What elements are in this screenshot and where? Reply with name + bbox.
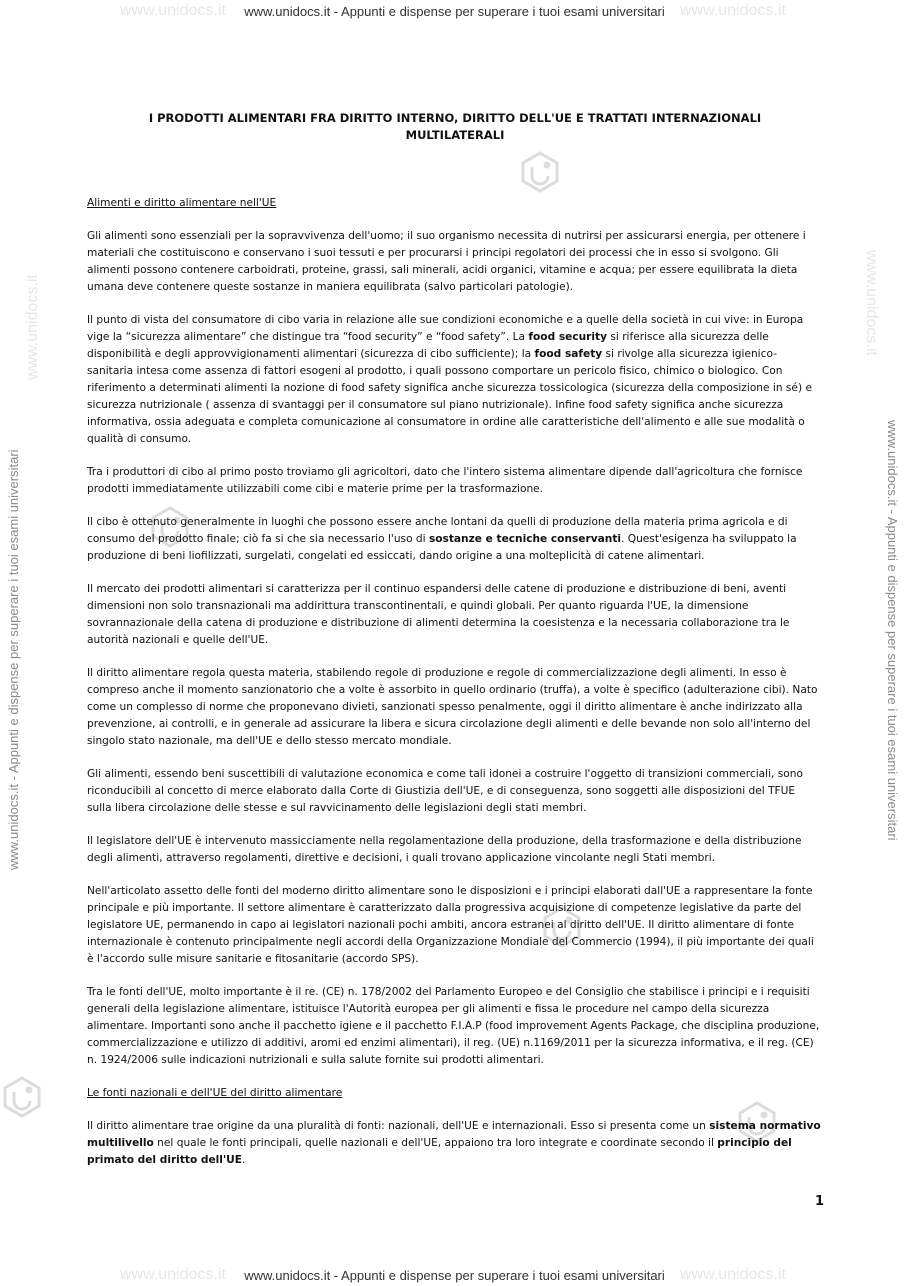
watermark-ghost: www.unidocs.it (120, 2, 226, 19)
unidocs-logo-icon (518, 150, 562, 194)
paragraph: Gli alimenti, essendo beni suscettibili di valutazione economica e come tali idonei a costruire l'oggetto di transizioni commerciali, sono riconducibili al concetto di merce elaborato dalla Corte di Giustizia dell'UE, e di conseguenza, sono soggetti alle disposizioni del TFUE sulla libera circolazione delle stesse e sul ravvicinamento delle legislazioni degli stati membri. (87, 768, 803, 814)
paragraph: Il punto di vista del consumatore di cibo varia in relazione alle sue condizioni economiche e a quelle della società in cui vive: in Europa vige la “sicurezza alimentare” che distingue tra “food security” e “food safety”. La food security si riferisce alla sicurezza delle disponibilità e degli approvvigionamenti alimentari (sicurezza di cibo sufficiente); la food safety si rivolge alla sicurezza igienico-sanitaria intesa come assenza di fattori esogeni al prodotto, i quali possono comportare un pericolo fisico, chimico o biologico. Con riferimento a determinati alimenti la nozione di food safety significa anche sicurezza tossicologica (sicurezza della composizione in sé) e sicurezza nutrizionale ( assenza di svantaggi per il consumatore sul piano nutrizionale). Infine food safety significa anche sicurezza informativa, ossia adeguata e completa comunicazione al consumatore in ordine alle caratteristiche dell'alimento e alle sue modalità o qualità di consumo. (87, 314, 812, 445)
paragraph: Nell'articolato assetto delle fonti del moderno diritto alimentare sono le disposizioni e i principi elaborati dall'UE a rappresentare la fonte principale e più importante. Il settore alimentare è caratterizzato dalla progressiva acquisizione di competenze legislative da parte del legislatore UE, permanendo in capo ai legislatori nazionali pochi ambiti, ancora estranei al diritto dell'UE. Il diritto alimentare di fonte internazionale è contenuto principalmente negli accordi della Organizzazione Mondiale del Commercio (1994), il più importante dei quali è l'accordo sulle misure sanitarie e fitosanitarie (accordo SPS). (87, 885, 814, 965)
watermark-side-left: www.unidocs.it - Appunti e dispense per superare i tuoi esami universitari (6, 449, 21, 870)
paragraph: Il diritto alimentare regola questa materia, stabilendo regole di produzione e regole di commercializzazione degli alimenti. In esso è compreso anche il momento sanzionatorio che a volte è assorbito in quello ordinario (truffa), a volte è specifico (adulterazione cibi). Nato come un complesso di norme che proponevano divieti, sanzionati spesso penalmente, oggi il diritto alimentare è anche indirizzato alla prevenzione, ai controlli, e in generale ad assicurare la libera e sicura circolazione degli alimenti e delle bevande non solo all'interno del singolo stato nazionale, ma dell'UE e dello stesso mercato mondiale. (87, 667, 818, 747)
unidocs-logo-icon (0, 1075, 44, 1119)
watermark-ghost: www.unidocs.it (680, 1266, 786, 1283)
document-body (87, 195, 823, 1185)
watermark-ghost: www.unidocs.it (24, 274, 41, 380)
watermark-ghost: www.unidocs.it (680, 2, 786, 19)
watermark-side-right: www.unidocs.it - Appunti e dispense per superare i tuoi esami universitari (885, 420, 900, 841)
watermark-banner-top: www.unidocs.it - Appunti e dispense per superare i tuoi esami universitari (244, 4, 665, 19)
page-title: I PRODOTTI ALIMENTARI FRA DIRITTO INTERNO, DIRITTO DELL'UE E TRATTATI INTERNAZIONALI MULTILATERALI (148, 111, 762, 142)
watermark-banner-bottom: www.unidocs.it - Appunti e dispense per superare i tuoi esami universitari (244, 1268, 665, 1283)
paragraph: Il diritto alimentare trae origine da una pluralità di fonti: nazionali, dell'UE e internazionali. Esso si presenta come un sistema normativo multilivello nel quale le fonti principali, quelle nazionali e dell'UE, appaiono tra loro integrate e coordinate secondo il principio del primato del diritto dell'UE. (87, 1120, 821, 1166)
paragraph: Il legislatore dell'UE è intervenuto massicciamente nella regolamentazione della produzione, della trasformazione e della distribuzione degli alimenti, attraverso regolamenti, direttive e decisioni, i quali trovano applicazione vincolante negli Stati membri. (87, 835, 802, 864)
paragraph: Il mercato dei prodotti alimentari si caratterizza per il continuo espandersi delle catene di produzione e distribuzione di beni, aventi dimensioni non solo transnazionali ma addirittura transcontinentali, e quindi globali. Per quanto riguarda l'UE, la dimensione sovrannazionale della catena di produzione e distribuzione di alimenti determina la coesistenza e la necessaria collaborazione tra le autorità nazionali e quelle dell'UE. (87, 583, 790, 646)
watermark-ghost: www.unidocs.it (120, 1266, 226, 1283)
section-heading: Le fonti nazionali e dell'UE del diritto alimentare (87, 1087, 343, 1099)
paragraph: Gli alimenti sono essenziali per la sopravvivenza dell'uomo; il suo organismo necessita di nutrirsi per assicurarsi energia, per ottenere i materiali che costituiscono e conservano i suoi tessuti e per procurarsi i principi regolatori dei processi che in esso si svolgono. Gli alimenti possono contenere carboidrati, proteine, grassi, sali minerali, acidi organici, vitamine e acqua; per essere equilibrata la dieta umana deve contenere queste sostanze in maniera equilibrata (salvo particolari patologie). (87, 230, 806, 293)
watermark-ghost: www.unidocs.it (863, 250, 880, 356)
paragraph: Tra le fonti dell'UE, molto importante è il re. (CE) n. 178/2002 del Parlamento Europeo e del Consiglio che stabilisce i principi e i requisiti generali della legislazione alimentare, istituisce l'Autorità europea per gli alimenti e fissa le procedure nel campo della sicurezza alimentare. Importanti sono anche il pacchetto igiene e il pacchetto F.I.A.P (food improvement Agents Package, che disciplina produzione, commercializzazione e utilizzo di additivi, aromi ed enzimi alimentari), il reg. (UE) n.1169/2011 per la sicurezza informativa, e il reg. (CE) n. 1924/2006 sulle indicazioni nutrizionali e sulla salute fornite sui prodotti alimentari. (87, 986, 820, 1066)
page-number: 1 (815, 1194, 825, 1209)
section-heading: Alimenti e diritto alimentare nell'UE (87, 197, 277, 209)
paragraph: Tra i produttori di cibo al primo posto troviamo gli agricoltori, dato che l'intero sistema alimentare dipende dall'agricoltura che fornisce prodotti immediatamente utilizzabili come cibi e materie prime per la trasformazione. (87, 466, 803, 495)
paragraph: Il cibo è ottenuto generalmente in luoghi che possono essere anche lontani da quelli di produzione della materia prima agricola e di consumo del prodotto finale; ciò fa si che sia necessario l'uso di sostanze e tecniche conservanti. Quest'esigenza ha sviluppato la produzione di beni liofilizzati, surgelati, congelati ed essiccati, dando origine a una molteplicità di catene alimentari. (87, 516, 797, 562)
